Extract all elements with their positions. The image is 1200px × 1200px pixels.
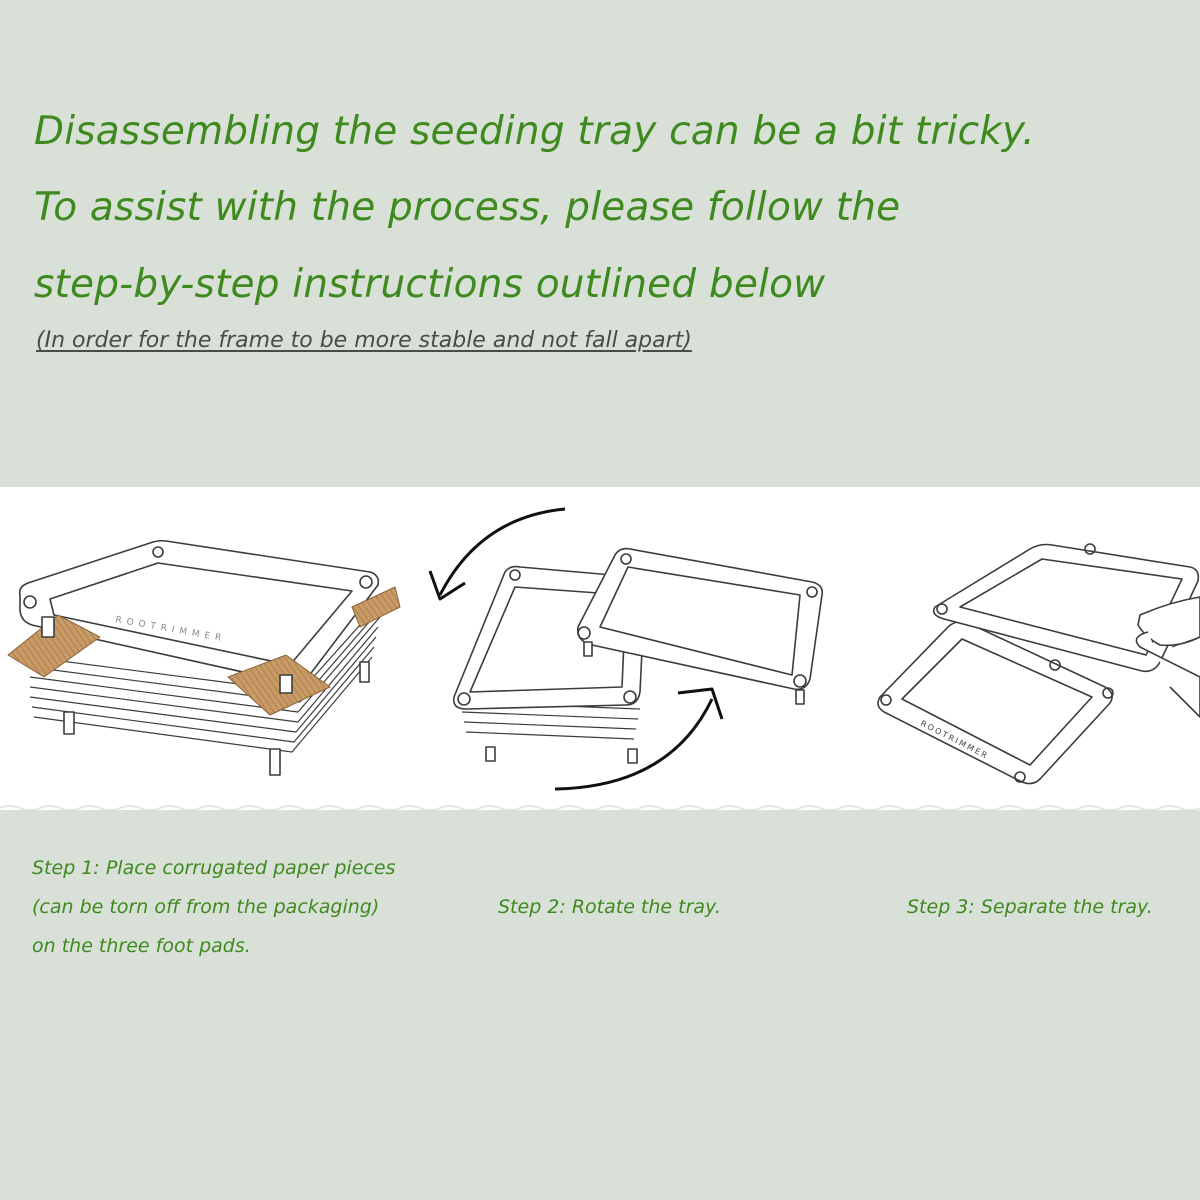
band-edge bbox=[0, 806, 1200, 810]
headline-line-3: step-by-step instructions outlined below bbox=[34, 262, 826, 307]
headline-line-1: Disassembling the seeding tray can be a bit tricky. bbox=[34, 109, 1035, 154]
step1-text-line1: Step 1: Place corrugated paper pieces bbox=[32, 857, 396, 879]
stability-note: (In order for the frame to be more stable and not fall apart) bbox=[36, 328, 692, 353]
step1-text-line2: (can be torn off from the packaging) bbox=[32, 896, 380, 918]
tray-imprint-text: ROOTRIMMER bbox=[114, 615, 227, 645]
illustrations-svg bbox=[0, 487, 1200, 810]
step3-illustration bbox=[878, 544, 1200, 784]
step2-illustration bbox=[430, 509, 822, 789]
step3-text: Step 3: Separate the tray. bbox=[907, 896, 1153, 918]
headline-line-2: To assist with the process, please follow the bbox=[34, 185, 901, 230]
step2-text: Step 2: Rotate the tray. bbox=[498, 896, 721, 918]
step1-illustration bbox=[8, 541, 400, 775]
step1-text-line3: on the three foot pads. bbox=[32, 935, 251, 957]
tray-imprint-text-3: ROOTRIMMER bbox=[919, 718, 991, 762]
illustration-band bbox=[0, 487, 1200, 810]
